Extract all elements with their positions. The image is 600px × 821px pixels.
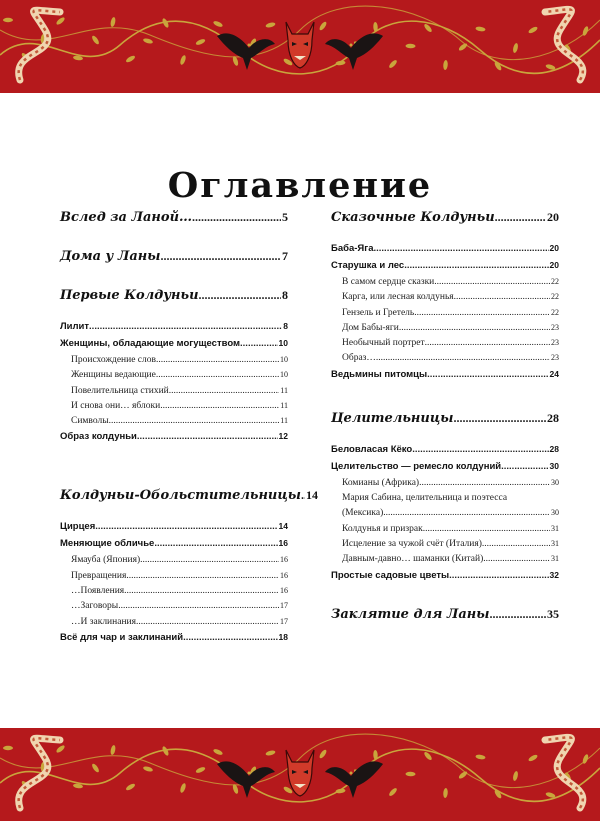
toc-entry-page: 22 <box>551 277 559 286</box>
toc-entry[interactable] <box>331 539 559 554</box>
toc-entry[interactable] <box>331 478 559 493</box>
toc-entry-label: Беловласая Кёко <box>331 443 413 455</box>
toc-entry-page: 12 <box>278 431 288 442</box>
toc-entry[interactable] <box>331 277 559 292</box>
toc-entry-label: Целительницы <box>331 410 454 426</box>
toc-entry-page: 28 <box>547 410 559 425</box>
dot-leader <box>126 571 279 581</box>
toc-entry-label: Женщины ведающие <box>71 370 156 381</box>
toc-entry-page: 24 <box>549 368 559 379</box>
toc-entry-page: 17 <box>280 601 288 611</box>
toc-entry-label: Необычный портрет <box>342 338 425 349</box>
vine-ornament <box>0 728 600 821</box>
dot-leader <box>109 416 280 426</box>
toc-entry-page: 17 <box>280 616 288 626</box>
toc-entry-page: 16 <box>278 538 288 549</box>
toc-entry-page: 35 <box>547 606 559 621</box>
toc-entry-label: Женщины, обладающие могуществом <box>60 338 241 349</box>
toc-entry[interactable] <box>331 493 559 508</box>
dot-leader <box>414 308 550 318</box>
toc-entry-page: 30 <box>551 508 559 518</box>
toc-entry[interactable] <box>331 607 559 631</box>
dot-leader <box>449 570 548 581</box>
toc-entry-label: Комианы (Африка) <box>342 477 420 488</box>
toc-entry[interactable] <box>60 355 288 370</box>
toc-entry-label: Вслед за Ланой… <box>60 210 193 225</box>
toc-entry[interactable] <box>60 632 288 649</box>
dot-leader <box>490 607 546 622</box>
toc-entry-page: 14 <box>306 488 319 503</box>
toc-entry[interactable] <box>60 571 288 586</box>
toc-entry-label: Сказочные Колдуньи <box>331 210 495 225</box>
toc-entry-page: 20 <box>549 260 559 270</box>
dot-leader <box>376 353 550 363</box>
toc-entry-page: 23 <box>551 322 559 332</box>
toc-entry[interactable] <box>60 338 288 355</box>
dot-leader <box>169 386 280 396</box>
dot-leader <box>434 277 550 287</box>
toc-entry[interactable] <box>331 338 559 353</box>
toc-entry[interactable] <box>60 538 288 555</box>
toc-entry-label: Старушка и лес <box>331 260 405 271</box>
dot-leader <box>419 478 550 488</box>
toc-entry[interactable] <box>331 570 559 587</box>
dot-leader <box>183 632 277 643</box>
dot-leader <box>482 539 550 549</box>
toc-entry-page: 28 <box>549 443 559 454</box>
top-ornament-band <box>0 0 600 93</box>
toc-entry-label: Мария Сабина, целительница и поэтесса <box>342 493 508 504</box>
toc-entry-label: Карга, или лесная колдунья <box>342 292 454 303</box>
toc-entry-page: 10 <box>280 370 288 380</box>
toc-entry-label: Меняющие обличье <box>60 538 155 550</box>
toc-entry-label: …Появления <box>71 586 125 597</box>
toc-entry[interactable] <box>60 601 288 616</box>
dot-leader <box>425 338 550 348</box>
dot-leader <box>454 411 546 426</box>
toc-entry-label: …И заклинания <box>71 616 136 627</box>
dot-leader <box>156 370 279 380</box>
toc-entry-label: И снова они… яблоки <box>71 400 161 411</box>
dot-leader <box>404 260 548 271</box>
dot-leader <box>89 321 282 332</box>
toc-entry[interactable] <box>60 555 288 570</box>
toc-entry-page: 30 <box>549 460 559 471</box>
toc-entry-page: 8 <box>282 288 288 302</box>
toc-entry[interactable] <box>60 370 288 385</box>
toc-entry-label: Дома у Ланы <box>60 249 161 264</box>
toc-entry-page: 31 <box>551 523 559 533</box>
dot-leader <box>495 210 546 225</box>
toc-entry-page: 22 <box>551 292 559 302</box>
toc-entry[interactable] <box>331 524 559 539</box>
dot-leader <box>374 243 549 254</box>
toc-entry-page: 11 <box>280 385 288 395</box>
toc-entry[interactable] <box>60 416 288 431</box>
toc-entry-label: Образ колдуньи <box>60 431 137 443</box>
dot-leader <box>423 524 550 534</box>
toc-entry[interactable] <box>60 617 288 632</box>
toc-entry[interactable] <box>60 431 288 448</box>
toc-entry[interactable] <box>60 249 288 273</box>
toc-entry[interactable] <box>331 308 559 323</box>
toc-entry[interactable] <box>331 292 559 307</box>
toc-entry[interactable] <box>60 210 288 234</box>
toc-entry-page: 8 <box>283 321 288 331</box>
toc-entry-page: 11 <box>280 416 288 426</box>
toc-entry-label: Происхождение слов <box>71 355 157 365</box>
dot-leader <box>95 521 277 532</box>
toc-entry-label: Колдуньи-Обольстительницы <box>60 488 302 504</box>
toc-entry-label: Ямауба (Япония) <box>71 555 141 566</box>
toc-entry-page: 22 <box>551 307 559 317</box>
toc-entry[interactable] <box>331 369 559 386</box>
toc-entry[interactable] <box>60 288 288 312</box>
toc-entry-label: Образ… <box>342 353 376 364</box>
toc-entry-page: 23 <box>551 353 559 363</box>
toc-entry-label: Лилит <box>60 321 90 332</box>
toc-entry-label: (Мексика) <box>342 508 384 519</box>
toc-entry-label: Первые Колдуньи <box>60 288 199 303</box>
dot-leader <box>240 338 278 349</box>
dot-leader <box>156 355 279 365</box>
toc-entry-page: 18 <box>278 631 288 642</box>
toc-entry-page: 11 <box>280 400 288 410</box>
toc-entry[interactable] <box>331 243 559 260</box>
toc-entry[interactable] <box>60 401 288 416</box>
dot-leader <box>160 249 281 264</box>
toc-entry-page: 7 <box>282 249 288 263</box>
toc-entry[interactable] <box>60 386 288 401</box>
dot-leader <box>154 538 277 549</box>
toc-entry-label: Заклятие для Ланы <box>331 606 490 622</box>
dot-leader <box>118 601 279 611</box>
toc-entry[interactable] <box>60 521 288 538</box>
dot-leader <box>412 444 548 455</box>
toc-entry-page: 20 <box>547 210 559 224</box>
toc-entry-page: 32 <box>549 569 559 580</box>
toc-entry-label: В самом сердце сказки <box>342 277 435 287</box>
leaf-icon <box>3 746 13 750</box>
toc-entry-label: Цирцея <box>60 521 96 533</box>
toc-entry[interactable] <box>60 488 319 512</box>
toc-entry-label: Превращения <box>71 570 127 581</box>
toc-entry-label: Колдунья и призрак <box>342 523 423 534</box>
toc-entry-label: Ведьмины питомцы <box>331 368 428 380</box>
dot-leader <box>124 586 279 596</box>
toc-entry-label: Баба-Яга <box>331 243 374 254</box>
dot-leader <box>192 210 281 225</box>
vine-ornament <box>0 0 600 93</box>
toc-left-column <box>60 210 319 649</box>
toc-entry[interactable] <box>331 411 559 435</box>
dot-leader <box>140 555 279 565</box>
toc-entry[interactable] <box>331 554 559 569</box>
toc-entry-page: 10 <box>278 338 288 348</box>
toc-entry-page: 10 <box>280 355 288 364</box>
leaf-icon <box>3 18 13 22</box>
toc-entry[interactable] <box>331 444 559 461</box>
toc-entry[interactable] <box>60 586 288 601</box>
toc-entry-label: Давным-давно… шаманки (Китай) <box>342 554 484 565</box>
toc-entry[interactable] <box>331 461 559 478</box>
dot-leader <box>501 461 548 472</box>
toc-entry-label: Гензель и Гретель <box>342 307 415 318</box>
dot-leader <box>136 617 279 627</box>
toc-entry-page: 16 <box>280 555 288 565</box>
toc-entry[interactable] <box>60 321 288 338</box>
toc-right-column <box>331 210 559 631</box>
toc-entry-page: 31 <box>551 538 559 548</box>
dot-leader <box>137 431 278 442</box>
toc-entry[interactable] <box>331 210 559 234</box>
toc-entry-page: 16 <box>280 570 288 580</box>
toc-entry[interactable] <box>331 353 559 368</box>
toc-entry-page: 16 <box>280 586 288 596</box>
toc-entry-page: 20 <box>549 243 559 253</box>
dot-leader <box>483 554 550 564</box>
dot-leader <box>399 323 550 333</box>
toc-entry-page: 14 <box>278 521 288 532</box>
dot-leader <box>383 508 550 518</box>
dot-leader <box>427 369 548 380</box>
dot-leader <box>160 401 279 411</box>
toc-entry-label: Повелительница стихий <box>71 385 169 396</box>
toc-entry-page: 30 <box>551 477 559 487</box>
toc-entry-page: 23 <box>551 338 559 348</box>
toc-entry-label: Исцеление за чужой счёт (Италия) <box>342 538 482 549</box>
toc-entry-label: …Заговоры <box>71 601 119 612</box>
toc-entry-page: 31 <box>551 554 559 564</box>
bottom-ornament-band <box>0 728 600 821</box>
page-title: Оглавление <box>167 165 433 207</box>
toc-entry-label: Дом Бабы-яги <box>342 322 399 333</box>
toc-entry-label: Всё для чар и заклинаний <box>60 631 184 643</box>
toc-entry-page: 5 <box>282 210 288 224</box>
toc-entry-label: Простые садовые цветы <box>331 569 450 581</box>
dot-leader <box>454 292 550 302</box>
toc-entry-label: Целительство — ремесло колдуний <box>331 460 502 472</box>
toc-entry[interactable] <box>331 260 559 277</box>
dot-leader <box>199 288 281 303</box>
toc-entry[interactable] <box>331 323 559 338</box>
toc-entry[interactable] <box>331 508 559 523</box>
toc-entry-label: Символы <box>71 416 109 427</box>
